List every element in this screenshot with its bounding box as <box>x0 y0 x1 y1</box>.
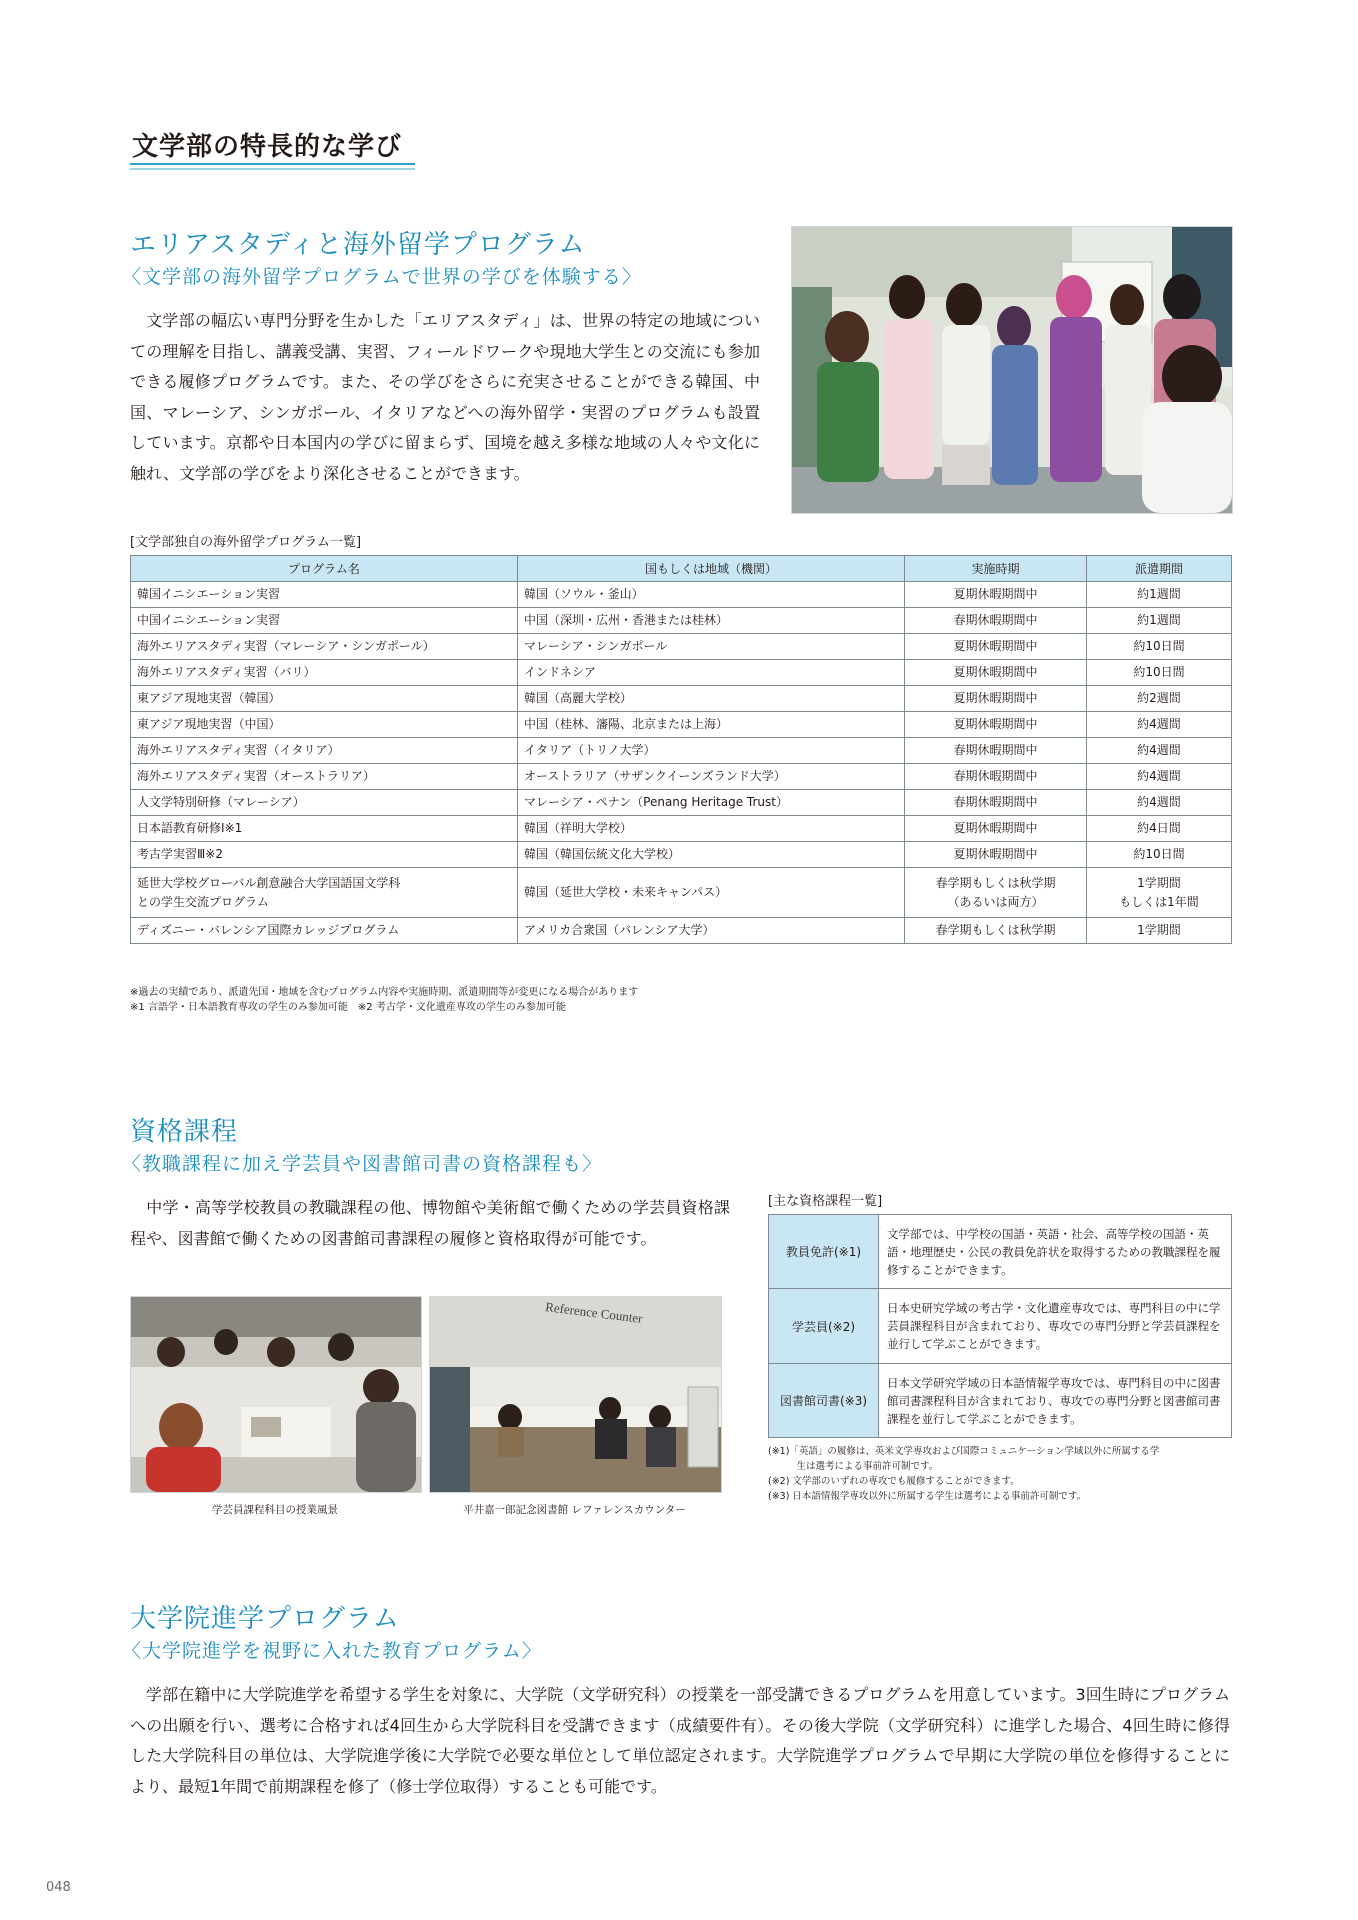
program-region: マレーシア・シンガポール <box>518 634 905 660</box>
column-header: 派遣期間 <box>1087 556 1232 582</box>
program-region: 韓国（韓国伝統文化大学校） <box>518 842 905 868</box>
program-region: インドネシア <box>518 660 905 686</box>
program-duration: 約2週間 <box>1087 686 1232 712</box>
program-name <box>131 868 518 918</box>
note-line: (※2) 文学部のいずれの専攻でも履修することができます。 <box>768 1476 1020 1487</box>
note-line: (※1)「英語」の履修は、英米文学専攻および国際コミュニケーション学域以外に所属する学 <box>768 1446 1160 1457</box>
program-name: ディズニー・バレンシア国際カレッジプログラム <box>131 918 518 944</box>
program-period: 夏期休暇期間中 <box>905 634 1087 660</box>
program-name: 東アジア現地実習（韓国） <box>131 686 518 712</box>
program-duration: 約10日間 <box>1087 660 1232 686</box>
library-counter-photo <box>429 1296 722 1493</box>
area-study-subtitle: 〈文学部の海外留学プログラムで世界の学びを体験する〉 <box>122 266 642 288</box>
program-region: マレーシア・ペナン（Penang Heritage Trust） <box>518 790 905 816</box>
program-table <box>130 555 1232 944</box>
program-period-line: 春学期もしくは秋学期 <box>935 875 1056 890</box>
qualification-notes <box>768 1444 1231 1504</box>
program-table-label: [文学部独自の海外留学プログラム一覧] <box>130 535 362 550</box>
table-row <box>131 816 1232 842</box>
program-period: 夏期休暇期間中 <box>905 660 1087 686</box>
program-period: 夏期休暇期間中 <box>905 712 1087 738</box>
graduate-title: 大学院進学プログラム <box>130 1604 400 1634</box>
program-duration: 約4週間 <box>1087 790 1232 816</box>
note-line: ※過去の実績であり、派遣先国・地域を含むプログラム内容や実施時期、派遣期間等が変更になる場合があります <box>130 987 639 998</box>
students-presentation-photo <box>791 226 1233 514</box>
table-row <box>131 918 1232 944</box>
program-name: 海外エリアスタディ実習（バリ） <box>131 660 518 686</box>
qualification-desc: 日本史研究学域の考古学・文化遺産専攻では、専門科目の中に学芸員課程科目が含まれており、専攻での専門分野と学芸員課程を並行して学ぶことができます。 <box>879 1289 1232 1364</box>
classroom-photo <box>130 1296 422 1493</box>
table-row <box>131 712 1232 738</box>
program-period: 夏期休暇期間中 <box>905 582 1087 608</box>
program-region: 中国（桂林、瀋陽、北京または上海） <box>518 712 905 738</box>
table-row <box>131 582 1232 608</box>
area-study-title: エリアスタディと海外留学プログラム <box>130 230 586 260</box>
program-name: 海外エリアスタディ実習（イタリア） <box>131 738 518 764</box>
qualification-desc: 日本文学研究学域の日本語情報学専攻では、専門科目の中に図書館司書課程科目が含まれており、専攻での専門分野と図書館司書課程を並行して学ぶことができます。 <box>879 1364 1232 1438</box>
program-duration: 約4週間 <box>1087 738 1232 764</box>
photo-caption: 学芸員課程科目の授業風景 <box>212 1504 338 1516</box>
qualification-table <box>768 1214 1232 1438</box>
program-duration: 約4日間 <box>1087 816 1232 842</box>
program-name: 韓国イニシエーション実習 <box>131 582 518 608</box>
qualification-title: 資格課程 <box>130 1117 239 1147</box>
program-period: 春期休暇期間中 <box>905 764 1087 790</box>
table-row <box>769 1215 1232 1289</box>
column-header: 実施時期 <box>905 556 1087 582</box>
heading-rule-light <box>130 168 415 170</box>
table-row <box>769 1289 1232 1364</box>
table-row <box>131 868 1232 918</box>
program-duration <box>1087 868 1232 918</box>
reference-counter-sign: Reference Counter <box>544 1299 644 1326</box>
qualification-name: 学芸員(※2) <box>769 1289 879 1364</box>
heading-rule <box>130 163 415 165</box>
table-row <box>131 790 1232 816</box>
note-line: (※3) 日本語情報学専攻以外に所属する学生は選考による事前許可制です。 <box>768 1491 1087 1502</box>
table-row <box>131 660 1232 686</box>
program-duration: 1学期間 <box>1087 918 1232 944</box>
program-name-line: との学生交流プログラム <box>137 894 269 909</box>
program-name: 東アジア現地実習（中国） <box>131 712 518 738</box>
program-region: オーストラリア（サザンクイーンズランド大学） <box>518 764 905 790</box>
qualification-name: 教員免許(※1) <box>769 1215 879 1289</box>
photo-caption: 平井嘉一郎記念図書館 レファレンスカウンター <box>463 1504 686 1516</box>
program-region: 韓国（ソウル・釜山） <box>518 582 905 608</box>
program-period <box>905 868 1087 918</box>
program-name: 日本語教育研修Ⅰ※1 <box>131 816 518 842</box>
program-period: 夏期休暇期間中 <box>905 842 1087 868</box>
column-header: 国もしくは地域（機関） <box>518 556 905 582</box>
qualification-name: 図書館司書(※3) <box>769 1364 879 1438</box>
program-region: 韓国（延世大学校・未来キャンパス） <box>518 868 905 918</box>
program-name: 考古学実習Ⅲ※2 <box>131 842 518 868</box>
program-table-notes <box>130 985 1230 1015</box>
program-duration: 約4週間 <box>1087 712 1232 738</box>
program-region: 中国（深圳・広州・香港または桂林） <box>518 608 905 634</box>
program-period: 春期休暇期間中 <box>905 738 1087 764</box>
program-table-header <box>131 556 1232 582</box>
table-row <box>131 764 1232 790</box>
program-duration-line: 1学期間 <box>1137 875 1181 890</box>
qualification-table-label: [主な資格課程一覧] <box>768 1194 883 1209</box>
program-period-line: （あるいは両方） <box>947 894 1044 909</box>
graduate-subtitle: 〈大学院進学を視野に入れた教育プログラム〉 <box>122 1640 542 1662</box>
program-period: 夏期休暇期間中 <box>905 816 1087 842</box>
program-name: 海外エリアスタディ実習（オーストラリア） <box>131 764 518 790</box>
program-region: イタリア（トリノ大学） <box>518 738 905 764</box>
table-row <box>131 686 1232 712</box>
program-period: 春期休暇期間中 <box>905 608 1087 634</box>
page-heading: 文学部の特長的な学び <box>132 132 403 162</box>
program-period: 春期休暇期間中 <box>905 790 1087 816</box>
area-study-body: 文学部の幅広い専門分野を生かした「エリアスタディ」は、世界の特定の地域についての理解を目指し、講義受講、実習、フィールドワークや現地大学生との交流にも参加できる履修プログラムです。また、その学びをさらに充実させることができる韓国、中国、マレーシア、シンガポール、イタリアなどへの海外留学・実習のプログラムも設置しています。京都や日本国内の学びに留まらず、国境を越え多様な地域の人々や文化に触れ、文学部の学びをより深化させることができます。 <box>130 311 760 483</box>
table-row <box>769 1364 1232 1438</box>
graduate-body: 学部在籍中に大学院進学を希望する学生を対象に、大学院（文学研究科）の授業を一部受講できるプログラムを用意しています。3回生時にプログラムへの出願を行い、選考に合格すれば4回生から大学院科目を受講できます（成績要件有）。その後大学院（文学研究科）に進学した場合、4回生時に修得した大学院科目の単位は、大学院進学後に大学院で必要な単位として単位認定されます。大学院進学プログラムで早期に大学院の単位を修得することにより、最短1年間で前期課程を修了（修士学位取得）することも可能です。 <box>130 1685 1230 1796</box>
note-line: 生は選考による事前許可制です。 <box>768 1461 939 1472</box>
program-duration: 約4週間 <box>1087 764 1232 790</box>
program-name: 中国イニシエーション実習 <box>131 608 518 634</box>
table-row <box>131 738 1232 764</box>
program-period: 春学期もしくは秋学期 <box>905 918 1087 944</box>
program-region: アメリカ合衆国（バレンシア大学） <box>518 918 905 944</box>
program-name: 人文学特別研修（マレーシア） <box>131 790 518 816</box>
table-row <box>131 608 1232 634</box>
qualification-desc: 文学部では、中学校の国語・英語・社会、高等学校の国語・英語・地理歴史・公民の教員免許状を取得するための教職課程を履修することができます。 <box>879 1215 1232 1289</box>
program-period: 夏期休暇期間中 <box>905 686 1087 712</box>
page-number: 048 <box>46 1880 71 1895</box>
program-name-line: 延世大学校グローバル創意融合大学国語国文学科 <box>137 875 401 890</box>
program-duration: 約1週間 <box>1087 582 1232 608</box>
program-duration: 約1週間 <box>1087 608 1232 634</box>
column-header: プログラム名 <box>131 556 518 582</box>
program-name: 海外エリアスタディ実習（マレーシア・シンガポール） <box>131 634 518 660</box>
qualification-subtitle: 〈教職課程に加え学芸員や図書館司書の資格課程も〉 <box>122 1153 603 1175</box>
table-row <box>131 842 1232 868</box>
program-region: 韓国（祥明大学校） <box>518 816 905 842</box>
table-row <box>131 634 1232 660</box>
qualification-body: 中学・高等学校教員の教職課程の他、博物館や美術館で働くための学芸員資格課程や、図書館で働くための図書館司書課程の履修と資格取得が可能です。 <box>130 1198 730 1248</box>
program-region: 韓国（高麗大学校） <box>518 686 905 712</box>
program-duration: 約10日間 <box>1087 842 1232 868</box>
program-duration: 約10日間 <box>1087 634 1232 660</box>
program-duration-line: もしくは1年間 <box>1119 894 1199 909</box>
note-line: ※1 言語学・日本語教育専攻の学生のみ参加可能 ※2 考古学・文化遺産専攻の学生のみ参加可能 <box>130 1002 566 1013</box>
